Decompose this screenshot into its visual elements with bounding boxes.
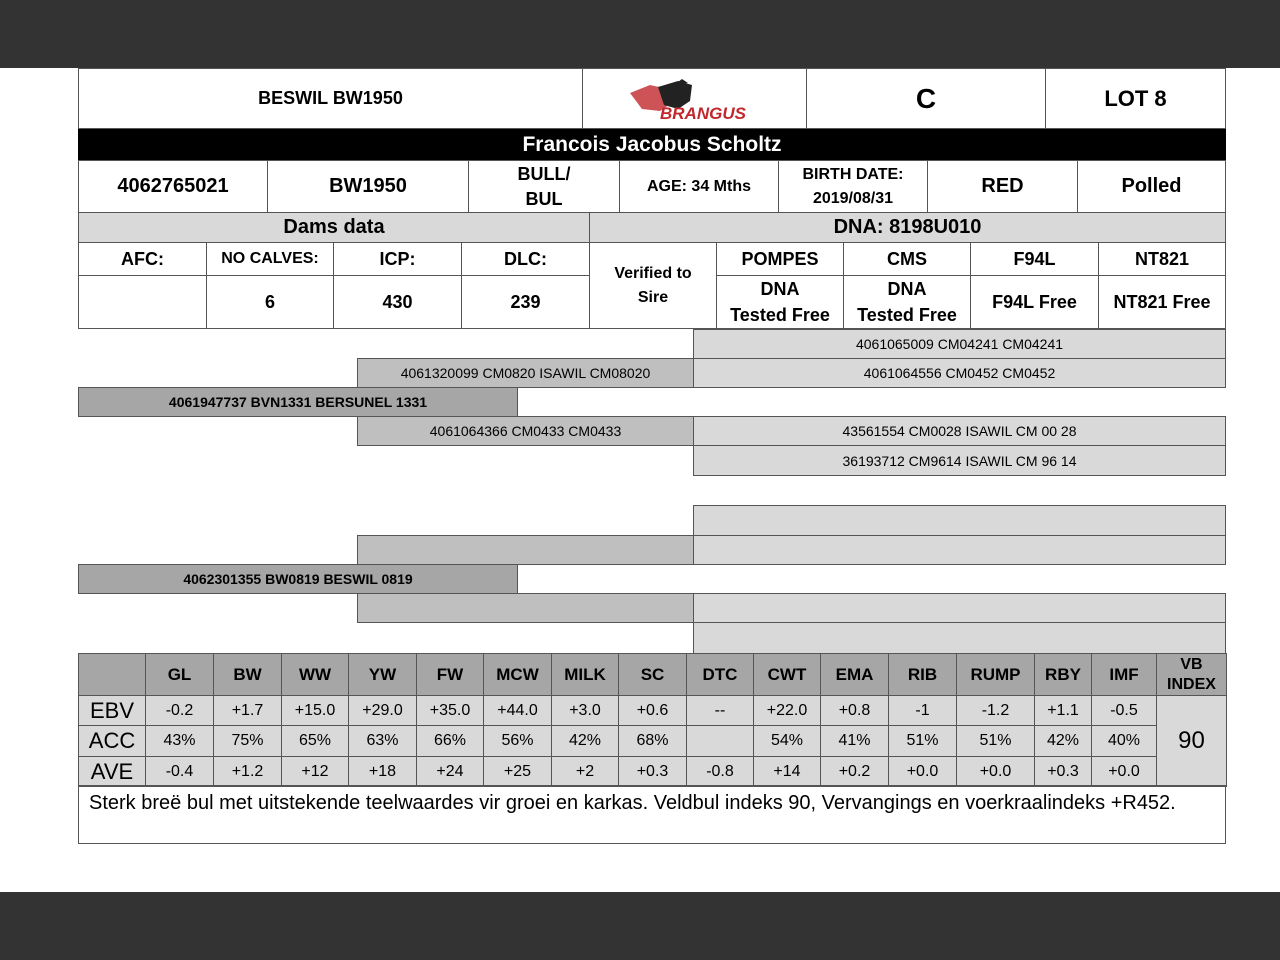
ebv-cell: +18 [348, 756, 417, 787]
pedigree-sire-sire-sire: 4061065009 CM04241 CM04241 [693, 329, 1226, 359]
dna-result-cms [843, 275, 971, 329]
dna-result-cms-line2: Tested Free [857, 305, 957, 325]
dams-val-afc [78, 275, 207, 329]
dna-result-pompes-line2: Tested Free [730, 305, 830, 325]
ebv-cell: -1 [888, 695, 957, 726]
ebv-col-header: DTC [686, 653, 754, 696]
verified-line2: Sire [637, 288, 669, 306]
dna-test-nt821: NT821 [1098, 242, 1226, 276]
ebv-col-header: CWT [753, 653, 821, 696]
birth-date-value: 2019/08/31 [812, 189, 894, 207]
pedigree-sire-dam-sire: 43561554 CM0028 ISAWIL CM 00 28 [693, 416, 1226, 446]
ebv-cell: +14 [753, 756, 821, 787]
ebv-cell: 42% [551, 725, 619, 757]
dna-result-pompes [716, 275, 844, 329]
ebv-cell: +1.2 [213, 756, 282, 787]
pedigree-dam-dam-sire [693, 593, 1226, 623]
pedigree-sire-sire: 4061320099 CM0820 ISAWIL CM08020 [357, 358, 694, 388]
verified-line1: Verified to [614, 264, 692, 282]
ebv-cell: +0.0 [956, 756, 1035, 787]
ebv-col-header: MCW [483, 653, 552, 696]
ebv-cell: +22.0 [753, 695, 821, 726]
ebv-col-header: IMF [1091, 653, 1157, 696]
vb-index-value: 90 [1156, 695, 1227, 787]
dna-result-f94l: F94L Free [970, 275, 1099, 329]
pedigree-sire-sire-dam: 4061064556 CM0452 CM0452 [693, 358, 1226, 388]
pedigree-sire: 4061947737 BVN1331 BERSUNEL 1331 [78, 387, 518, 417]
ebv-cell: 75% [213, 725, 282, 757]
ebv-cell: 43% [145, 725, 214, 757]
ebv-cell: -0.8 [686, 756, 754, 787]
dna-test-cms: CMS [843, 242, 971, 276]
pedigree-sire-dam-dam: 36193712 CM9614 ISAWIL CM 96 14 [693, 445, 1226, 476]
ebv-cell: 56% [483, 725, 552, 757]
dams-val-dlc: 239 [461, 275, 590, 329]
dna-title: DNA: 8198U010 [589, 212, 1226, 243]
ebv-cell: +1.1 [1034, 695, 1092, 726]
ebv-cell: 54% [753, 725, 821, 757]
class-label: C [806, 68, 1046, 129]
dna-result-pompes-line1: DNA [760, 279, 800, 299]
dna-result-cms-line1: DNA [887, 279, 927, 299]
bottom-frame-band [0, 892, 1280, 960]
dams-col-afc: AFC: [78, 242, 207, 276]
animal-name: BESWIL BW1950 [78, 68, 583, 129]
ebv-cell: 68% [618, 725, 687, 757]
ebv-col-header: FW [416, 653, 484, 696]
ebv-col-header: RBY [1034, 653, 1092, 696]
ebv-cell: 51% [956, 725, 1035, 757]
ebv-col-header: EMA [820, 653, 889, 696]
ebv-cell: +12 [281, 756, 349, 787]
pedigree-dam-sire [357, 535, 694, 565]
ebv-cell: -0.5 [1091, 695, 1157, 726]
sex-line2: BUL [525, 188, 563, 209]
ebv-col-header: YW [348, 653, 417, 696]
sex-line1: BULL/ [517, 163, 571, 184]
lot-number: LOT 8 [1045, 68, 1226, 129]
dams-val-no-calves: 6 [206, 275, 334, 329]
ebv-cell: 41% [820, 725, 889, 757]
ebv-cell: +0.0 [1091, 756, 1157, 787]
ebv-col-header: RIB [888, 653, 957, 696]
ebv-header-corner [78, 653, 146, 696]
dna-test-pompes: POMPES [716, 242, 844, 276]
brangus-logo-icon [620, 75, 770, 123]
ebv-cell: +25 [483, 756, 552, 787]
pedigree-dam-dam-dam [693, 622, 1226, 654]
ebv-cell: +2 [551, 756, 619, 787]
ebv-col-header: GL [145, 653, 214, 696]
ebv-cell: +0.3 [1034, 756, 1092, 787]
pedigree-dam-dam [357, 593, 694, 623]
pedigree-dam-sire-dam [693, 535, 1226, 565]
ebv-cell: -0.4 [145, 756, 214, 787]
ebv-col-header: MILK [551, 653, 619, 696]
vb-index-header [1156, 653, 1227, 696]
ebv-cell: 63% [348, 725, 417, 757]
brangus-logo [582, 68, 807, 129]
dams-col-dlc: DLC: [461, 242, 590, 276]
sex [468, 160, 620, 213]
ebv-cell: +35.0 [416, 695, 484, 726]
id-code: BW1950 [267, 160, 469, 213]
ebv-cell: +0.0 [888, 756, 957, 787]
ebv-col-header: RUMP [956, 653, 1035, 696]
birth-date [778, 160, 928, 213]
dams-data-title: Dams data [78, 212, 590, 243]
ebv-cell: -1.2 [956, 695, 1035, 726]
ebv-cell: 51% [888, 725, 957, 757]
ebv-cell: -0.2 [145, 695, 214, 726]
ebv-cell: +1.7 [213, 695, 282, 726]
ebv-col-header: SC [618, 653, 687, 696]
ebv-cell: 42% [1034, 725, 1092, 757]
dams-val-icp: 430 [333, 275, 462, 329]
ebv-cell: +0.8 [820, 695, 889, 726]
breeder-name: Francois Jacobus Scholtz [78, 129, 1226, 161]
ebv-cell: +15.0 [281, 695, 349, 726]
ebv-row-label: ACC [78, 725, 146, 757]
pedigree-dam-sire-sire [693, 505, 1226, 536]
ebv-cell: +44.0 [483, 695, 552, 726]
color: RED [927, 160, 1078, 213]
horn-status: Polled [1077, 160, 1226, 213]
ebv-row-label: AVE [78, 756, 146, 787]
dna-test-f94l: F94L [970, 242, 1099, 276]
ebv-cell: -- [686, 695, 754, 726]
ebv-cell: +24 [416, 756, 484, 787]
registration-number: 4062765021 [78, 160, 268, 213]
dams-col-icp: ICP: [333, 242, 462, 276]
verified-to-sire [589, 242, 717, 329]
age: AGE: 34 Mths [619, 160, 779, 213]
birth-date-label: BIRTH DATE: [802, 165, 904, 183]
dams-col-no-calves: NO CALVES: [206, 242, 334, 276]
top-frame-band [0, 0, 1280, 68]
ebv-cell: +3.0 [551, 695, 619, 726]
vb-index-header-line2: INDEX [1167, 675, 1216, 693]
ebv-col-header: BW [213, 653, 282, 696]
ebv-cell: 65% [281, 725, 349, 757]
ebv-cell: +29.0 [348, 695, 417, 726]
ebv-cell: +0.3 [618, 756, 687, 787]
pedigree-sire-dam: 4061064366 CM0433 CM0433 [357, 416, 694, 446]
ebv-col-header: WW [281, 653, 349, 696]
svg-text:BRANGUS: BRANGUS [659, 103, 746, 123]
dna-result-nt821: NT821 Free [1098, 275, 1226, 329]
ebv-row-label: EBV [78, 695, 146, 726]
ebv-cell: 40% [1091, 725, 1157, 757]
pedigree-dam: 4062301355 BW0819 BESWIL 0819 [78, 564, 518, 594]
vb-index-header-line1: VB [1180, 655, 1203, 673]
ebv-cell: +0.2 [820, 756, 889, 787]
ebv-cell: 66% [416, 725, 484, 757]
comment-text: Sterk breë bul met uitstekende teelwaardes vir groei en karkas. Veldbul indeks 90, Vervangings en voerkraalindeks +R452. [78, 785, 1226, 844]
ebv-cell [686, 725, 754, 757]
ebv-cell: +0.6 [618, 695, 687, 726]
